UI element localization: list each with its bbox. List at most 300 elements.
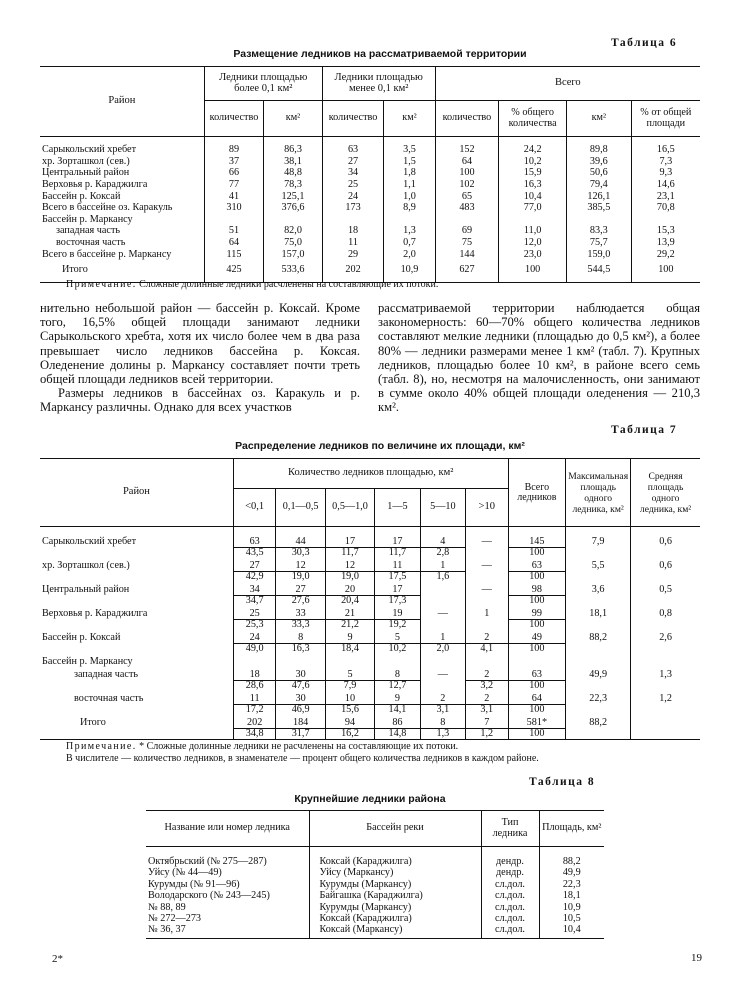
t6-row — [40, 191, 700, 203]
t7-count-cell — [420, 583, 465, 596]
t6-cell: 159,0 — [567, 249, 632, 261]
t7-count-cell: 11 — [233, 692, 276, 705]
t7-pct-cell: 2,0 — [420, 644, 465, 655]
t6-cell: 75 — [435, 237, 499, 249]
t7-pct-cell: 19,0 — [325, 572, 374, 583]
t7-avg-cell: 1,3 — [659, 669, 672, 681]
t6-cell: 102 — [435, 179, 499, 191]
t6-row — [40, 179, 700, 191]
t7-row — [40, 607, 700, 620]
t8-basin-cell: Коксай (Маркансу) — [309, 925, 481, 939]
t7-h-region: Район — [40, 459, 233, 527]
page-number: 19 — [691, 952, 702, 964]
t7-markansu-row — [40, 655, 700, 668]
t7-pct-cell: 3,2 — [466, 681, 509, 692]
t8-name-cell: Октябрьский (№ 275—287) — [146, 857, 309, 868]
t8-area-cell: 22,3 — [562, 878, 581, 890]
t7-count-cell: 8 — [276, 631, 325, 644]
t7-pct-cell: 10,2 — [375, 644, 420, 655]
t7-pct-cell: 11,7 — [375, 548, 420, 559]
t8-basin-cell: Коксай (Караджилга) — [309, 857, 481, 868]
t6-cell: 11 — [322, 237, 384, 249]
t7-h-bin-1: <0,1 — [233, 489, 276, 527]
t7-count-cell: 94 — [325, 716, 374, 729]
t8-type-cell: сл.дол. — [481, 891, 539, 902]
t7-count-cell: 11 — [375, 559, 420, 572]
t7-pct-cell: 18,4 — [325, 644, 374, 655]
t7-h-bin-6: >10 — [466, 489, 509, 527]
t7-pct-cell: 100 — [508, 620, 566, 631]
t8-type-cell: сл.дол. — [481, 902, 539, 913]
t7-pct-cell: 34,7 — [233, 596, 276, 607]
t7-note-text: * Сложные долинные ледники не расчленены на составляющие их потоки. — [139, 741, 459, 752]
t7-pct-cell: 34,8 — [233, 729, 276, 740]
t7-pct-cell: 19,0 — [276, 572, 325, 583]
t7-count-cell: 9 — [325, 631, 374, 644]
t6-note-text: Сложные долинные ледники расчленены на составляющие их потоки. — [139, 279, 439, 290]
t7-max-cell: 18,1 — [566, 607, 631, 620]
t7-count-cell: 12 — [325, 559, 374, 572]
t6-cell — [435, 214, 499, 226]
t6-cell — [631, 214, 700, 226]
t7-row — [40, 583, 700, 596]
t6-cell: 50,6 — [567, 168, 632, 180]
t7-count-cell: 4 — [420, 535, 465, 548]
t7-count-cell: 7 — [466, 716, 509, 729]
t7-h-total: Всего ледников — [508, 459, 566, 527]
body-col2: рассматриваемой территории наблюдается общая закономерность: 60—70% общего количества ледников составляют мелкие ледники (площадью до 0,5 км²), а более 80% — ледники размерами менее 1 км² (табл. 7). Крупных ледников, площадью более 10 км², в районе всего семь (табл. 8), но, несмотря на малочисленность, они занимают в сумме около 40% общей площади оледенения — 210,3 км². — [378, 301, 700, 415]
t7-pct-cell: 42,9 — [233, 572, 276, 583]
t6-cell: 48,8 — [264, 168, 323, 180]
t6-total-cell: 425 — [204, 260, 264, 282]
t7-pct-cell: 1,3 — [420, 729, 465, 740]
t7-h-avg: Средняя площадь одного ледника, км² — [631, 459, 700, 527]
t6-cell: 63 — [322, 145, 384, 157]
t6-cell: 16,5 — [656, 144, 675, 156]
t6-row-label: хр. Зорташкол (сев.) — [40, 156, 204, 168]
t6-cell: 100 — [435, 168, 499, 180]
t7-row — [40, 631, 700, 644]
t7-pct-cell: 20,4 — [325, 596, 374, 607]
t7-row-label: западная часть — [40, 668, 233, 681]
t7-pct-cell: 100 — [508, 705, 566, 716]
t7-avg-cell: 0,6 — [659, 536, 672, 548]
t7-row — [40, 716, 700, 729]
t7-pct-cell: 3,1 — [420, 705, 465, 716]
t7-markansu-label: Бассейн р. Маркансу — [40, 655, 233, 668]
t8-name-cell: № 272—273 — [146, 913, 309, 924]
t7-count-cell: 581* — [508, 716, 566, 729]
t6-cell: 152 — [435, 145, 499, 157]
t7-avg-cell: 0,5 — [659, 584, 672, 596]
t6-cell: 10,4 — [499, 191, 567, 203]
t6-row-label: Всего в бассейне оз. Каракуль — [40, 202, 204, 214]
t7-count-cell: — — [466, 535, 509, 548]
t6-cell: 1,8 — [384, 168, 435, 180]
t7-max-cell: 88,2 — [566, 631, 631, 644]
t6-cell: 18 — [322, 226, 384, 238]
t7-count-cell: 49 — [508, 631, 566, 644]
t7-max-cell: 3,6 — [566, 583, 631, 596]
t7-pct-cell — [466, 620, 509, 631]
t6-row-label: Сарыкольский хребет — [40, 145, 204, 157]
t7-pct-cell: 15,6 — [325, 705, 374, 716]
t7-h-bin-4: 1—5 — [375, 489, 420, 527]
t6-cell: 1,0 — [384, 191, 435, 203]
t6-cell: 125,1 — [264, 191, 323, 203]
t7-pct-row — [40, 548, 700, 559]
table7 — [40, 458, 700, 740]
t7-count-cell: 8 — [420, 716, 465, 729]
t7-max-cell: 5,5 — [566, 559, 631, 572]
t6-h-region: Район — [40, 67, 204, 137]
t8-area-cell: 18,1 — [562, 890, 581, 902]
t7-count-cell: 44 — [276, 535, 325, 548]
t6-cell: 3,5 — [384, 145, 435, 157]
t6-cell: 157,0 — [264, 249, 323, 261]
t8-row — [146, 879, 604, 890]
t6-total-cell: 627 — [435, 260, 499, 282]
t6-cell: 173 — [322, 202, 384, 214]
t7-pct-cell: 2,8 — [420, 548, 465, 559]
t6-cell: 38,1 — [264, 156, 323, 168]
t7-count-cell: 5 — [325, 668, 374, 681]
t6-cell: 385,5 — [567, 202, 632, 214]
t7-count-cell: 34 — [233, 583, 276, 596]
t6-cell: 9,3 — [659, 167, 673, 179]
t7-count-cell: 10 — [325, 692, 374, 705]
t7-pct-cell: 16,3 — [276, 644, 325, 655]
table6-label: Таблица 6 — [611, 37, 678, 49]
body-col1-p2: Размеры ледников в бассейнах оз. Каракуль и р. Маркансу различны. Однако для всех участков — [40, 386, 360, 415]
t7-pct-cell: 3,1 — [466, 705, 509, 716]
t7-count-cell: 17 — [375, 535, 420, 548]
t8-row — [146, 868, 604, 879]
t6-cell — [499, 214, 567, 226]
t8-h-basin: Бассейн реки — [309, 811, 481, 847]
table7-note — [66, 741, 458, 752]
t8-type-cell: сл.дол. — [481, 879, 539, 890]
t7-count-cell: 21 — [325, 607, 374, 620]
t7-pct-cell: 17,3 — [375, 596, 420, 607]
t6-cell: 23,1 — [656, 190, 675, 202]
t8-name-cell: № 88, 89 — [146, 902, 309, 913]
t7-count-cell: 12 — [276, 559, 325, 572]
t7-row — [40, 692, 700, 705]
table7-label: Таблица 7 — [611, 424, 678, 436]
table6-title: Размещение ледников на рассматриваемой территории — [233, 48, 527, 60]
t7-pct-row — [40, 729, 700, 740]
t6-h-count2: количество — [322, 101, 384, 137]
t7-pct-cell: 43,5 — [233, 548, 276, 559]
t7-pct-cell: 19,2 — [375, 620, 420, 631]
t8-name-cell: Володарского (№ 243—245) — [146, 891, 309, 902]
t7-row — [40, 559, 700, 572]
t7-pct-cell: 17,5 — [375, 572, 420, 583]
t6-row-label: Верховья р. Караджилга — [40, 179, 204, 191]
t6-cell: 41 — [204, 191, 264, 203]
t8-row — [146, 902, 604, 913]
t6-cell: 1,5 — [384, 156, 435, 168]
t7-count-cell: 2 — [466, 631, 509, 644]
t7-count-cell: — — [466, 583, 509, 596]
t7-count-cell: — — [420, 668, 465, 681]
t6-cell: 83,3 — [567, 226, 632, 238]
t7-pct-cell: 25,3 — [233, 620, 276, 631]
t6-cell: 27 — [322, 156, 384, 168]
t6-row-label: Центральный район — [40, 168, 204, 180]
t6-row — [40, 156, 700, 168]
t8-type-cell: сл.дол. — [481, 925, 539, 939]
t6-h-small: Ледники площадью более 0,1 км² — [204, 67, 322, 101]
t7-count-cell: 17 — [325, 535, 374, 548]
t7-count-cell: 1 — [466, 607, 509, 620]
t6-cell: 16,3 — [499, 179, 567, 191]
t6-cell: 1,3 — [384, 226, 435, 238]
t7-avg-cell: 1,2 — [659, 693, 672, 705]
t7-pct-cell: 1,2 — [466, 729, 509, 740]
t7-count-cell: 9 — [375, 692, 420, 705]
t8-area-cell: 10,4 — [539, 925, 604, 939]
t7-row-label: Итого — [40, 716, 233, 729]
t7-pct-row — [40, 572, 700, 583]
t6-cell: 144 — [435, 249, 499, 261]
t7-pct-cell: 7,9 — [325, 681, 374, 692]
t7-count-cell: 8 — [375, 668, 420, 681]
t6-cell: 69 — [435, 226, 499, 238]
t8-row — [146, 891, 604, 902]
t6-cell: 78,3 — [264, 179, 323, 191]
t6-row — [40, 145, 700, 157]
t6-cell: 75,7 — [567, 237, 632, 249]
t8-h-name: Название или номер ледника — [146, 811, 309, 847]
t7-count-cell: 30 — [276, 668, 325, 681]
t7-row-label: Верховья р. Караджилга — [40, 607, 233, 620]
t8-name-cell: Уйсу (№ 44—49) — [146, 868, 309, 879]
t6-row-label: Бассейн р. Коксай — [40, 191, 204, 203]
t7-count-cell: 18 — [233, 668, 276, 681]
t6-cell: 2,0 — [384, 249, 435, 261]
t6-total-cell: 100 — [499, 260, 567, 282]
t7-pct-cell: 14,8 — [375, 729, 420, 740]
t6-row-label: западная часть — [40, 226, 204, 238]
t7-max-cell: 49,9 — [566, 668, 631, 681]
t7-pct-cell — [420, 681, 465, 692]
t6-cell: 64 — [204, 237, 264, 249]
t6-row — [40, 226, 700, 238]
t6-cell: 82,0 — [264, 226, 323, 238]
t7-row-label: хр. Зорташкол (сев.) — [40, 559, 233, 572]
t6-cell: 77,0 — [499, 202, 567, 214]
t6-cell — [204, 214, 264, 226]
t7-h-bin-2: 0,1—0,5 — [276, 489, 325, 527]
t8-basin-cell: Курумды (Маркансу) — [309, 879, 481, 890]
t6-cell: 29,2 — [656, 248, 675, 260]
t7-count-cell: 33 — [276, 607, 325, 620]
t7-pct-cell: 30,3 — [276, 548, 325, 559]
t7-count-cell: 27 — [276, 583, 325, 596]
t7-count-cell: 30 — [276, 692, 325, 705]
t6-cell: 25 — [322, 179, 384, 191]
body-col1-p1: нительно небольшой район — бассейн р. Коксай. Кроме того, 16,5% общей площади занимают ледники Сарыкольского хребта, хотя их число более чем в два раза превышает число ледников бассейна р. Коксая. Оледенение долины р. Маркансу составляет почти треть общей площади ледников всей территории. — [40, 301, 360, 387]
t7-pct-cell: 11,7 — [325, 548, 374, 559]
t6-h-pct-count: % общего количества — [499, 101, 567, 137]
t7-avg-cell: 2,6 — [659, 632, 672, 644]
t7-pct-cell: 14,1 — [375, 705, 420, 716]
t7-row-label: восточная часть — [40, 692, 233, 705]
table8-label: Таблица 8 — [529, 776, 596, 788]
t6-cell: 115 — [204, 249, 264, 261]
t7-row-label: Бассейн р. Коксай — [40, 631, 233, 644]
t6-cell: 10,2 — [499, 156, 567, 168]
t7-pct-cell: 1,6 — [420, 572, 465, 583]
t6-h-pct-area: % от общей площади — [640, 107, 692, 129]
t8-area-cell: 88,2 — [562, 856, 581, 868]
t6-h-count3: количество — [435, 101, 499, 137]
t7-max-cell: 88,2 — [566, 716, 631, 729]
t7-avg-cell — [631, 716, 700, 729]
t7-pct-cell: 100 — [508, 681, 566, 692]
t7-count-cell: 20 — [325, 583, 374, 596]
body-col1 — [40, 301, 360, 415]
t6-row — [40, 237, 700, 249]
t7-count-cell: 99 — [508, 607, 566, 620]
t6-cell: 34 — [322, 168, 384, 180]
t6-cell — [567, 214, 632, 226]
t6-h-km2: км² — [384, 101, 435, 137]
t6-h-km1: км² — [264, 101, 323, 137]
t8-basin-cell: Курумды (Маркансу) — [309, 902, 481, 913]
t6-cell: 86,3 — [264, 145, 323, 157]
t6-cell: 66 — [204, 168, 264, 180]
t6-cell: 14,6 — [656, 178, 675, 190]
t7-pct-row — [40, 681, 700, 692]
t7-count-cell: 24 — [233, 631, 276, 644]
t7-pct-cell: 49,0 — [233, 644, 276, 655]
t7-h-bin-5: 5—10 — [420, 489, 465, 527]
t7-pct-cell: 100 — [508, 572, 566, 583]
t6-cell: 75,0 — [264, 237, 323, 249]
t6-h-large: Ледники площадью менее 0,1 км² — [322, 67, 435, 101]
t8-h-type: Тип ледника — [481, 811, 539, 847]
t7-count-cell: 2 — [466, 668, 509, 681]
t8-row — [146, 857, 604, 868]
t7-pct-cell: 16,2 — [325, 729, 374, 740]
t7-count-cell: 2 — [466, 692, 509, 705]
t6-note-label: Примечание. — [66, 279, 137, 290]
t6-cell: 11,0 — [499, 226, 567, 238]
t6-cell: 12,0 — [499, 237, 567, 249]
table6-note — [66, 279, 438, 290]
t7-count-cell: 184 — [276, 716, 325, 729]
t6-cell: 64 — [435, 156, 499, 168]
t6-cell: 8,9 — [384, 202, 435, 214]
t6-cell: 65 — [435, 191, 499, 203]
t7-h-bin-3: 0,5—1,0 — [325, 489, 374, 527]
t7-row — [40, 535, 700, 548]
t6-row — [40, 202, 700, 214]
t7-pct-cell — [420, 596, 465, 607]
t6-cell: 23,0 — [499, 249, 567, 261]
t7-pct-cell: 31,7 — [276, 729, 325, 740]
t6-row — [40, 214, 700, 226]
t7-count-cell: 1 — [420, 631, 465, 644]
table6 — [40, 66, 700, 283]
t7-row — [40, 668, 700, 681]
t6-cell: 376,6 — [264, 202, 323, 214]
t7-row-label: Центральный район — [40, 583, 233, 596]
t7-count-cell: 98 — [508, 583, 566, 596]
t6-total-cell: 100 — [631, 260, 700, 282]
t7-pct-cell: 47,6 — [276, 681, 325, 692]
t8-area-cell: 10,5 — [562, 913, 581, 925]
t7-pct-row — [40, 705, 700, 716]
t7-count-cell: 86 — [375, 716, 420, 729]
t6-cell: 126,1 — [567, 191, 632, 203]
t6-cell: 37 — [204, 156, 264, 168]
t6-cell — [264, 214, 323, 226]
t6-h-km3: км² — [567, 101, 632, 137]
t7-pct-cell: 100 — [508, 548, 566, 559]
t6-total-label: Итого — [40, 260, 204, 282]
t7-row-label: Сарыкольский хребет — [40, 535, 233, 548]
t8-basin-cell: Байгашка (Караджилга) — [309, 891, 481, 902]
t7-pct-cell: 21,2 — [325, 620, 374, 631]
t6-total-cell: 533,6 — [264, 260, 323, 282]
table8-title: Крупнейшие ледники района — [294, 793, 446, 805]
t6-cell: 310 — [204, 202, 264, 214]
t7-pct-cell: 12,7 — [375, 681, 420, 692]
t7-max-cell: 22,3 — [566, 692, 631, 705]
t7-count-cell: 64 — [508, 692, 566, 705]
t7-pct-cell — [420, 620, 465, 631]
t7-count-cell: 145 — [508, 535, 566, 548]
t7-count-cell: 2 — [420, 692, 465, 705]
signature-mark: 2* — [52, 953, 63, 965]
t8-name-cell: Курумды (№ 91—96) — [146, 879, 309, 890]
t7-pct-cell: 100 — [508, 644, 566, 655]
t7-pct-cell: 46,9 — [276, 705, 325, 716]
t7-count-cell: 17 — [375, 583, 420, 596]
t6-total-cell: 202 — [322, 260, 384, 282]
t6-total-cell: 544,5 — [567, 260, 632, 282]
t8-basin-cell: Уйсу (Маркансу) — [309, 868, 481, 879]
t6-cell: 24,2 — [499, 145, 567, 157]
t8-area-cell: 10,9 — [562, 901, 581, 913]
t6-cell: 0,7 — [384, 237, 435, 249]
t7-count-cell: 19 — [375, 607, 420, 620]
t6-h-total: Всего — [435, 67, 700, 101]
t7-count-cell: 202 — [233, 716, 276, 729]
t6-row-label: восточная часть — [40, 237, 204, 249]
t7-avg-cell: 0,8 — [659, 608, 672, 620]
t7-count-cell: 63 — [508, 559, 566, 572]
t7-count-cell: 27 — [233, 559, 276, 572]
t8-h-area: Площадь, км² — [542, 822, 602, 834]
t6-cell: 483 — [435, 202, 499, 214]
t6-row-label: Всего в бассейне р. Маркансу — [40, 249, 204, 261]
t6-cell — [384, 214, 435, 226]
t7-pct-row — [40, 644, 700, 655]
t7-pct-row — [40, 620, 700, 631]
t7-avg-cell: 0,6 — [659, 560, 672, 572]
t7-h-count: Количество ледников площадью, км² — [233, 459, 508, 489]
t6-row — [40, 168, 700, 180]
t7-pct-cell: 33,3 — [276, 620, 325, 631]
t8-row — [146, 925, 604, 939]
t6-cell: 7,3 — [659, 155, 673, 167]
t7-count-cell: 5 — [375, 631, 420, 644]
